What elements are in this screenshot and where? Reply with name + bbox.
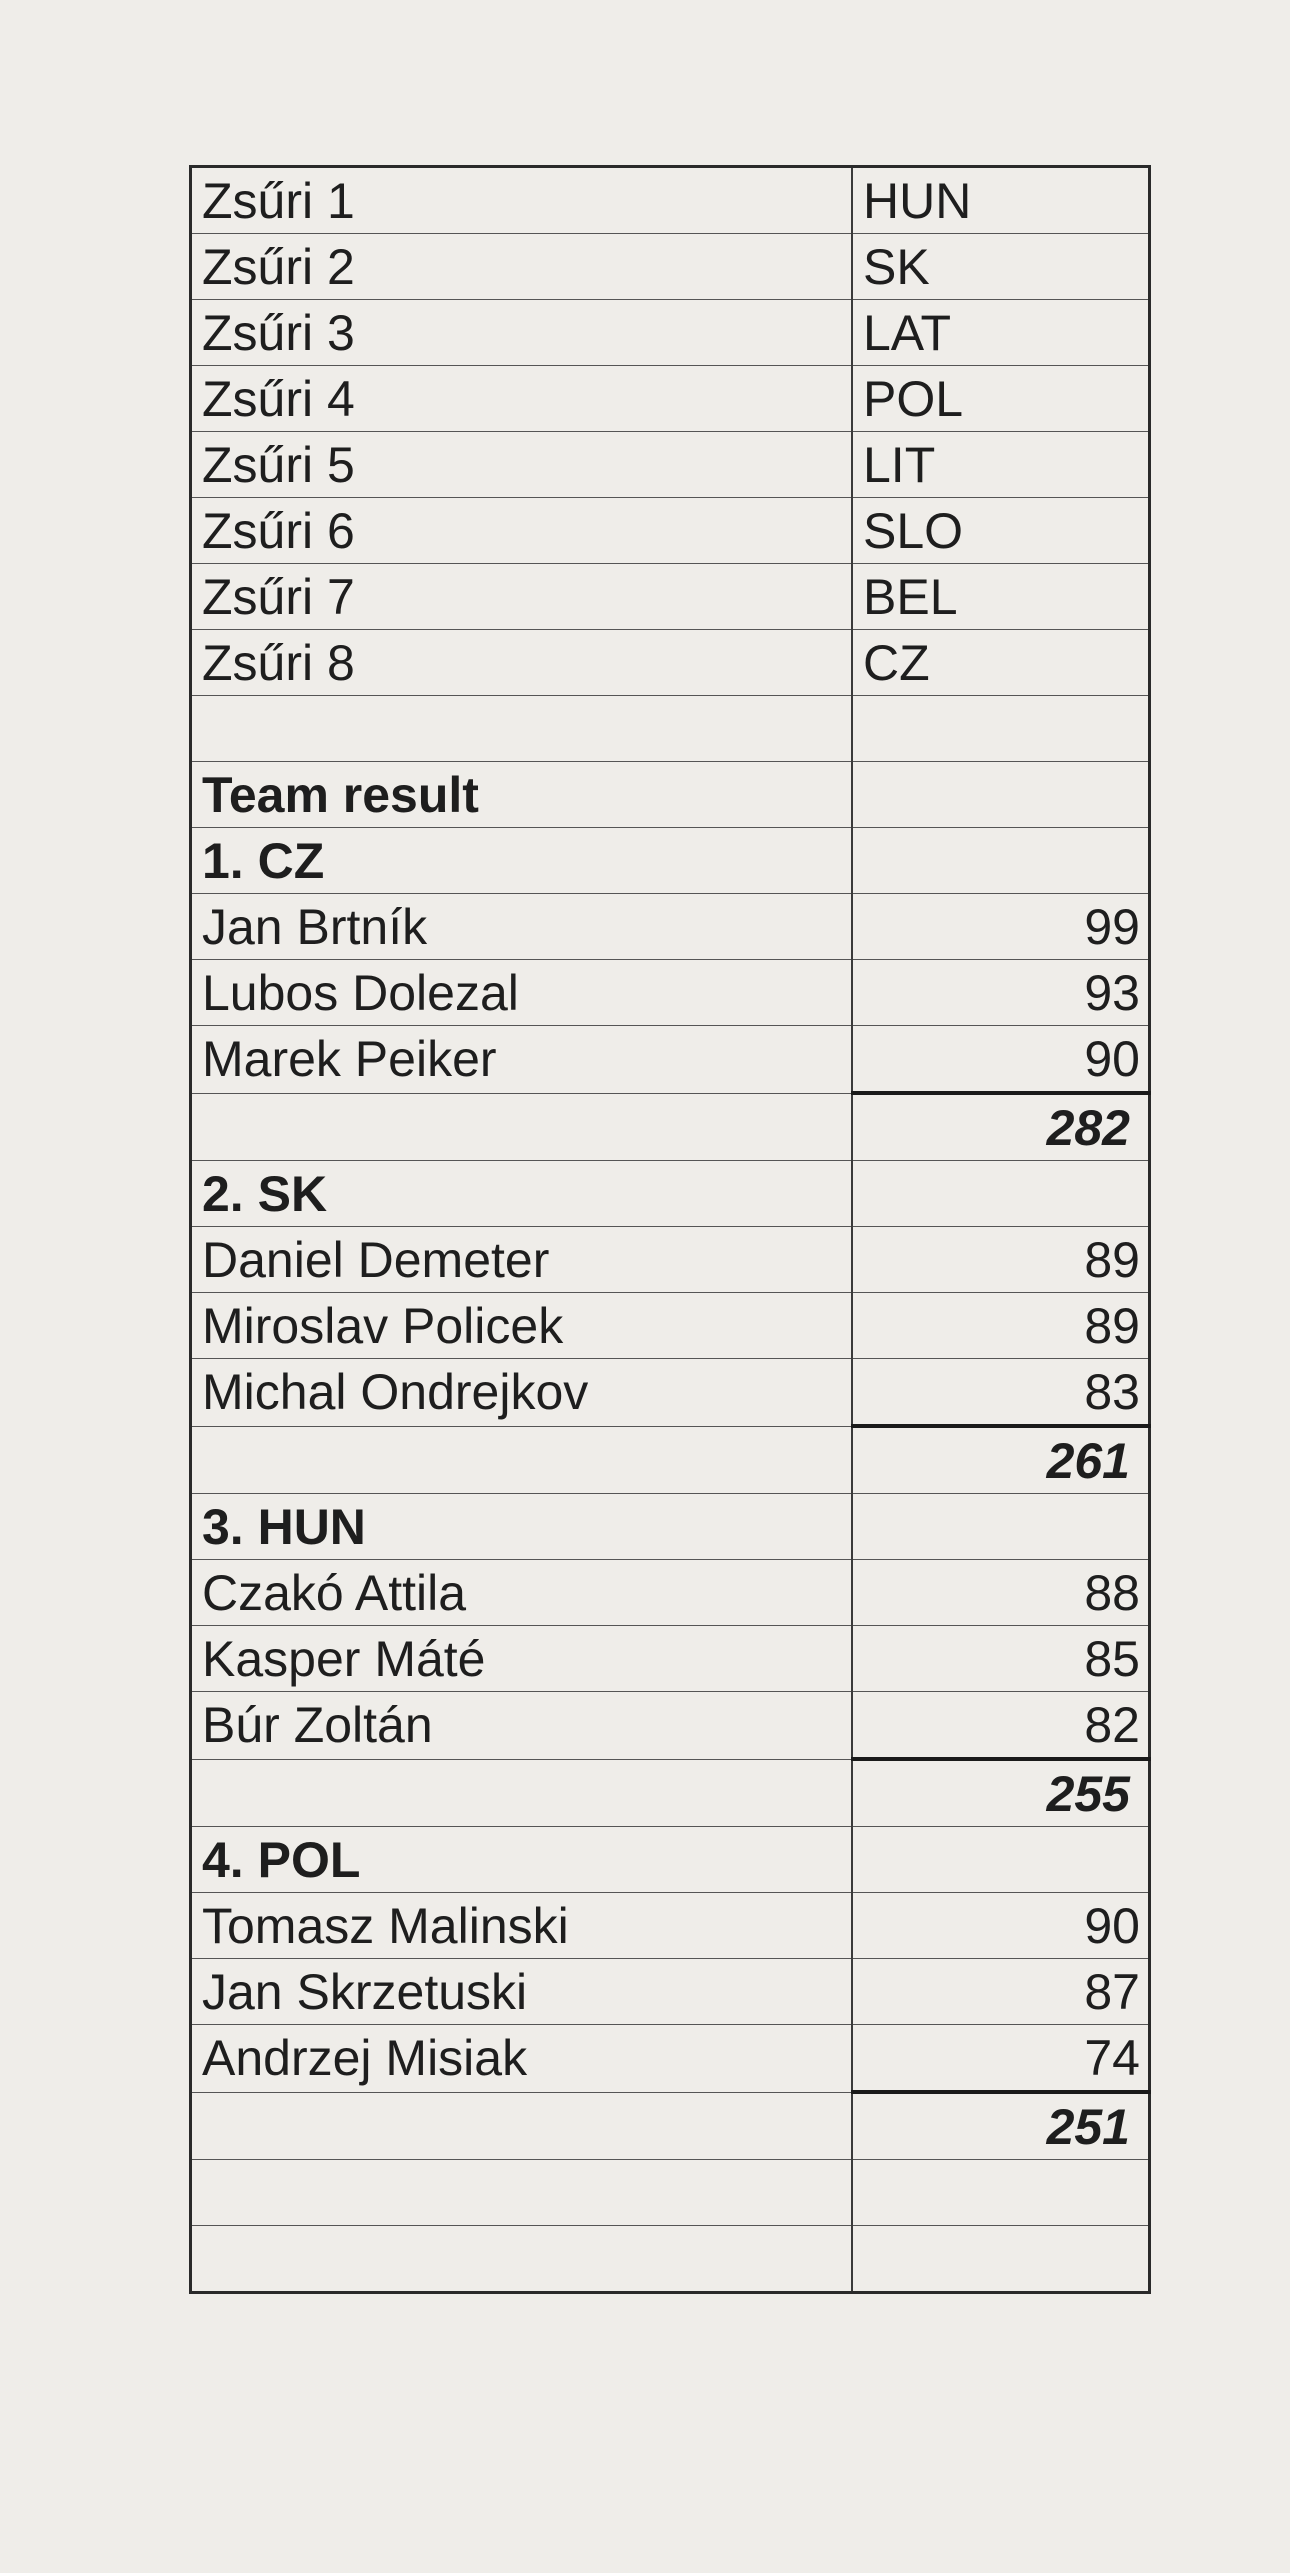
member-row [191, 894, 1150, 960]
member-score: 90 [852, 1893, 1150, 1959]
member-row [191, 1560, 1150, 1626]
jury-country: SK [852, 234, 1150, 300]
jury-row [191, 564, 1150, 630]
blank-cell [852, 2160, 1150, 2226]
team-heading-row [191, 828, 1150, 894]
member-score: 89 [852, 1293, 1150, 1359]
jury-label: Zsűri 5 [191, 432, 853, 498]
blank-cell [852, 1827, 1150, 1893]
blank-cell [852, 696, 1150, 762]
blank-cell [191, 696, 853, 762]
blank-row [191, 2160, 1150, 2226]
team-heading: 4. POL [191, 1827, 853, 1893]
member-score: 85 [852, 1626, 1150, 1692]
member-row [191, 1692, 1150, 1760]
results-table [189, 165, 1151, 2294]
blank-cell [852, 762, 1150, 828]
team-heading-row [191, 1494, 1150, 1560]
member-row [191, 1227, 1150, 1293]
team-total-row [191, 2092, 1150, 2160]
jury-country: LIT [852, 432, 1150, 498]
member-name: Marek Peiker [191, 1026, 853, 1094]
member-name: Lubos Dolezal [191, 960, 853, 1026]
member-name: Kasper Máté [191, 1626, 853, 1692]
blank-row [191, 696, 1150, 762]
member-row [191, 1293, 1150, 1359]
jury-label: Zsűri 1 [191, 167, 853, 234]
jury-row [191, 630, 1150, 696]
blank-cell [852, 828, 1150, 894]
team-total-row [191, 1426, 1150, 1494]
jury-country: BEL [852, 564, 1150, 630]
team-heading: 3. HUN [191, 1494, 853, 1560]
team-total: 251 [852, 2092, 1150, 2160]
member-row [191, 1893, 1150, 1959]
blank-cell [191, 1093, 853, 1161]
member-name: Búr Zoltán [191, 1692, 853, 1760]
blank-cell [852, 2226, 1150, 2293]
member-row [191, 1626, 1150, 1692]
jury-row [191, 366, 1150, 432]
member-score: 88 [852, 1560, 1150, 1626]
team-total: 282 [852, 1093, 1150, 1161]
member-score: 99 [852, 894, 1150, 960]
member-score: 87 [852, 1959, 1150, 2025]
jury-label: Zsűri 3 [191, 300, 853, 366]
member-name: Miroslav Policek [191, 1293, 853, 1359]
member-score: 89 [852, 1227, 1150, 1293]
team-total-row [191, 1093, 1150, 1161]
jury-country: CZ [852, 630, 1150, 696]
jury-label: Zsűri 6 [191, 498, 853, 564]
blank-cell [191, 2092, 853, 2160]
jury-country: LAT [852, 300, 1150, 366]
team-total: 261 [852, 1426, 1150, 1494]
team-total-row [191, 1759, 1150, 1827]
blank-row [191, 2226, 1150, 2293]
jury-row [191, 498, 1150, 564]
member-name: Jan Brtník [191, 894, 853, 960]
member-row [191, 1359, 1150, 1427]
member-name: Michal Ondrejkov [191, 1359, 853, 1427]
jury-row [191, 234, 1150, 300]
jury-label: Zsűri 4 [191, 366, 853, 432]
member-name: Andrzej Misiak [191, 2025, 853, 2093]
team-heading: 1. CZ [191, 828, 853, 894]
jury-country: HUN [852, 167, 1150, 234]
team-result-title: Team result [191, 762, 853, 828]
team-total: 255 [852, 1759, 1150, 1827]
blank-cell [852, 1494, 1150, 1560]
member-row [191, 1959, 1150, 2025]
member-row [191, 1026, 1150, 1094]
member-row [191, 960, 1150, 1026]
jury-label: Zsűri 8 [191, 630, 853, 696]
member-score: 93 [852, 960, 1150, 1026]
team-heading: 2. SK [191, 1161, 853, 1227]
member-score: 82 [852, 1692, 1150, 1760]
jury-row [191, 432, 1150, 498]
jury-row [191, 300, 1150, 366]
member-name: Daniel Demeter [191, 1227, 853, 1293]
member-score: 83 [852, 1359, 1150, 1427]
member-score: 74 [852, 2025, 1150, 2093]
member-name: Czakó Attila [191, 1560, 853, 1626]
jury-country: SLO [852, 498, 1150, 564]
jury-country: POL [852, 366, 1150, 432]
team-heading-row [191, 1161, 1150, 1227]
blank-cell [191, 1426, 853, 1494]
member-row [191, 2025, 1150, 2093]
blank-cell [191, 2226, 853, 2293]
blank-cell [852, 1161, 1150, 1227]
member-name: Tomasz Malinski [191, 1893, 853, 1959]
blank-cell [191, 1759, 853, 1827]
jury-row [191, 167, 1150, 234]
jury-label: Zsűri 2 [191, 234, 853, 300]
section-title-row [191, 762, 1150, 828]
member-score: 90 [852, 1026, 1150, 1094]
jury-label: Zsűri 7 [191, 564, 853, 630]
blank-cell [191, 2160, 853, 2226]
team-heading-row [191, 1827, 1150, 1893]
member-name: Jan Skrzetuski [191, 1959, 853, 2025]
